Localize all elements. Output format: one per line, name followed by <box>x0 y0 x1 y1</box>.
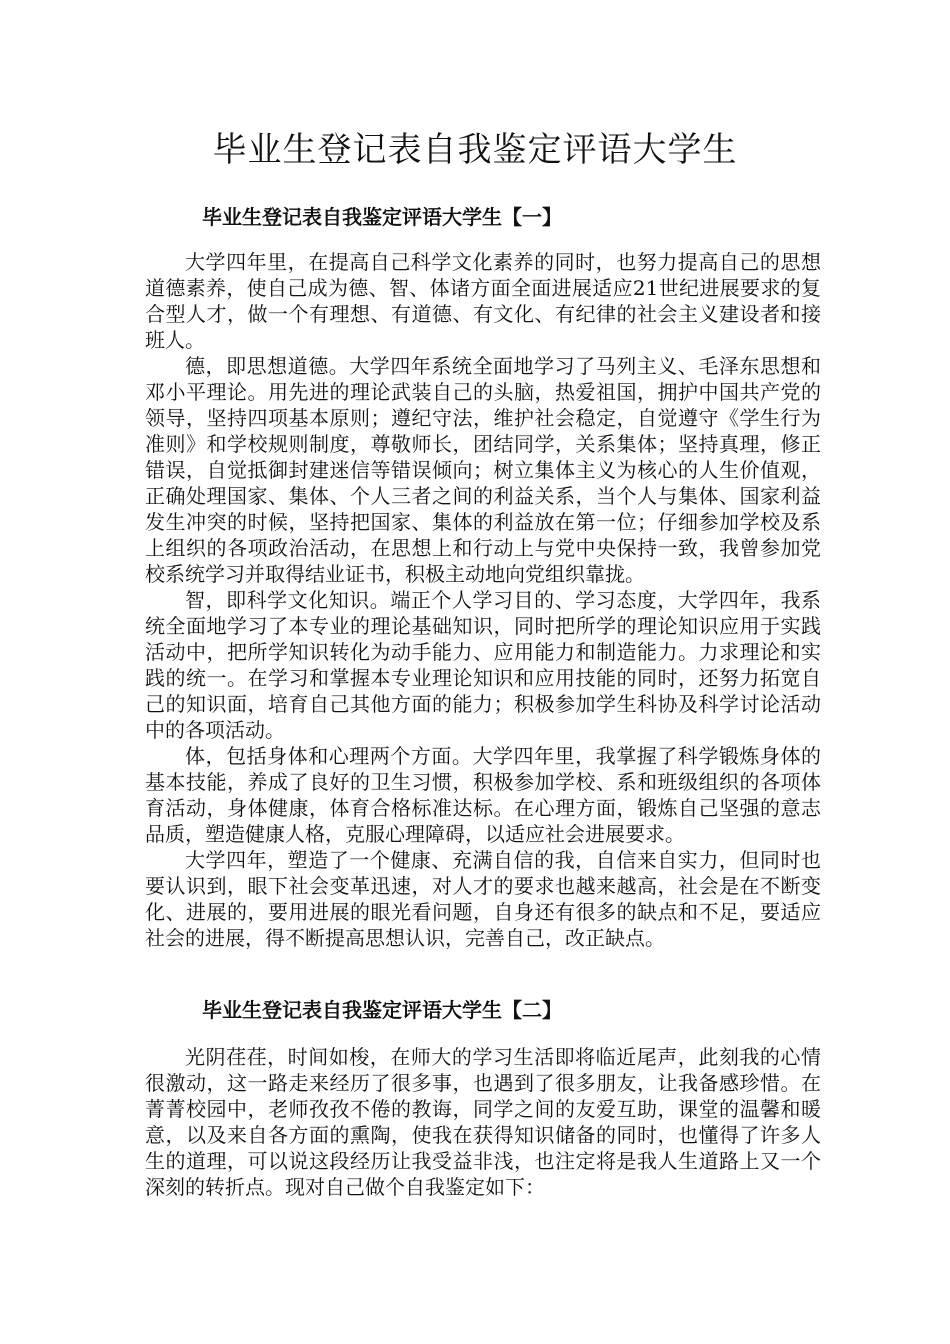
section-body-1 <box>145 249 821 951</box>
paragraph: 大学四年，塑造了一个健康、充满自信的我，自信来自实力，但同时也要认识到，眼下社会变革迅速，对人才的要求也越来越高，社会是在不断变化、进展的，要用进展的眼光看问题，自身还有很多的缺点和不足，要适应社会的进展，得不断提高思想认识，完善自己，改正缺点。 <box>145 848 821 950</box>
paragraph: 大学四年里，在提高自己科学文化素养的同时，也努力提高自己的思想道德素养，使自己成为德、智、体诸方面全面进展适应21世纪进展要求的复合型人才，做一个有理想、有道德、有文化、有纪律的社会主义建设者和接班人。 <box>145 250 821 352</box>
section-body-2 <box>145 1044 821 1200</box>
paragraph: 光阴荏荏，时间如梭，在师大的学习生活即将临近尾声，此刻我的心情很激动，这一路走来经历了很多事，也遇到了很多朋友，让我备感珍惜。在菁菁校园中，老师孜孜不倦的教诲，同学之间的友爱互助，课堂的温馨和暖意，以及来自各方面的熏陶，使我在获得知识储备的同时，也懂得了许多人生的道理，可以说这段经历让我受益非浅，也注定将是我人生道路上又一个深刻的转折点。现对自己做个自我鉴定如下： <box>145 1045 821 1199</box>
section-heading-1: 毕业生登记表自我鉴定评语大学生【一】 <box>202 205 562 229</box>
paragraph: 智，即科学文化知识。端正个人学习目的、学习态度，大学四年，我系统全面地学习了本专业的理论基础知识，同时把所学的理论知识应用于实践活动中，把所学知识转化为动手能力、应用能力和制造能力。力求理论和实践的统一。在学习和掌握本专业理论知识和应用技能的同时，还努力拓宽自己的知识面，培育自己其他方面的能力；积极参加学生科协及科学讨论活动中的各项活动。 <box>145 588 821 742</box>
document-title: 毕业生登记表自我鉴定评语大学生 <box>212 130 738 170</box>
section-heading-2: 毕业生登记表自我鉴定评语大学生【二】 <box>202 998 562 1022</box>
paragraph: 德，即思想道德。大学四年系统全面地学习了马列主义、毛泽东思想和邓小平理论。用先进的理论武装自己的头脑，热爱祖国，拥护中国共产党的领导，坚持四项基本原则；遵纪守法，维护社会稳定，自觉遵守《学生行为准则》和学校规则制度，尊敬师长，团结同学，关系集体；坚持真理，修正错误，自觉抵御封建迷信等错误倾向；树立集体主义为核心的人生价值观，正确处理国家、集体、个人三者之间的利益关系，当个人与集体、国家利益发生冲突的时候，坚持把国家、集体的利益放在第一位；仔细参加学校及系上组织的各项政治活动，在思想上和行动上与党中央保持一致，我曾参加党校系统学习并取得结业证书，积极主动地向党组织靠拢。 <box>145 354 821 586</box>
paragraph: 体，包括身体和心理两个方面。大学四年里，我掌握了科学锻炼身体的基本技能，养成了良好的卫生习惯，积极参加学校、系和班级组织的各项体育活动，身体健康，体育合格标准达标。在心理方面，锻炼自己坚强的意志品质，塑造健康人格，克服心理障碍，以适应社会进展要求。 <box>145 744 821 846</box>
